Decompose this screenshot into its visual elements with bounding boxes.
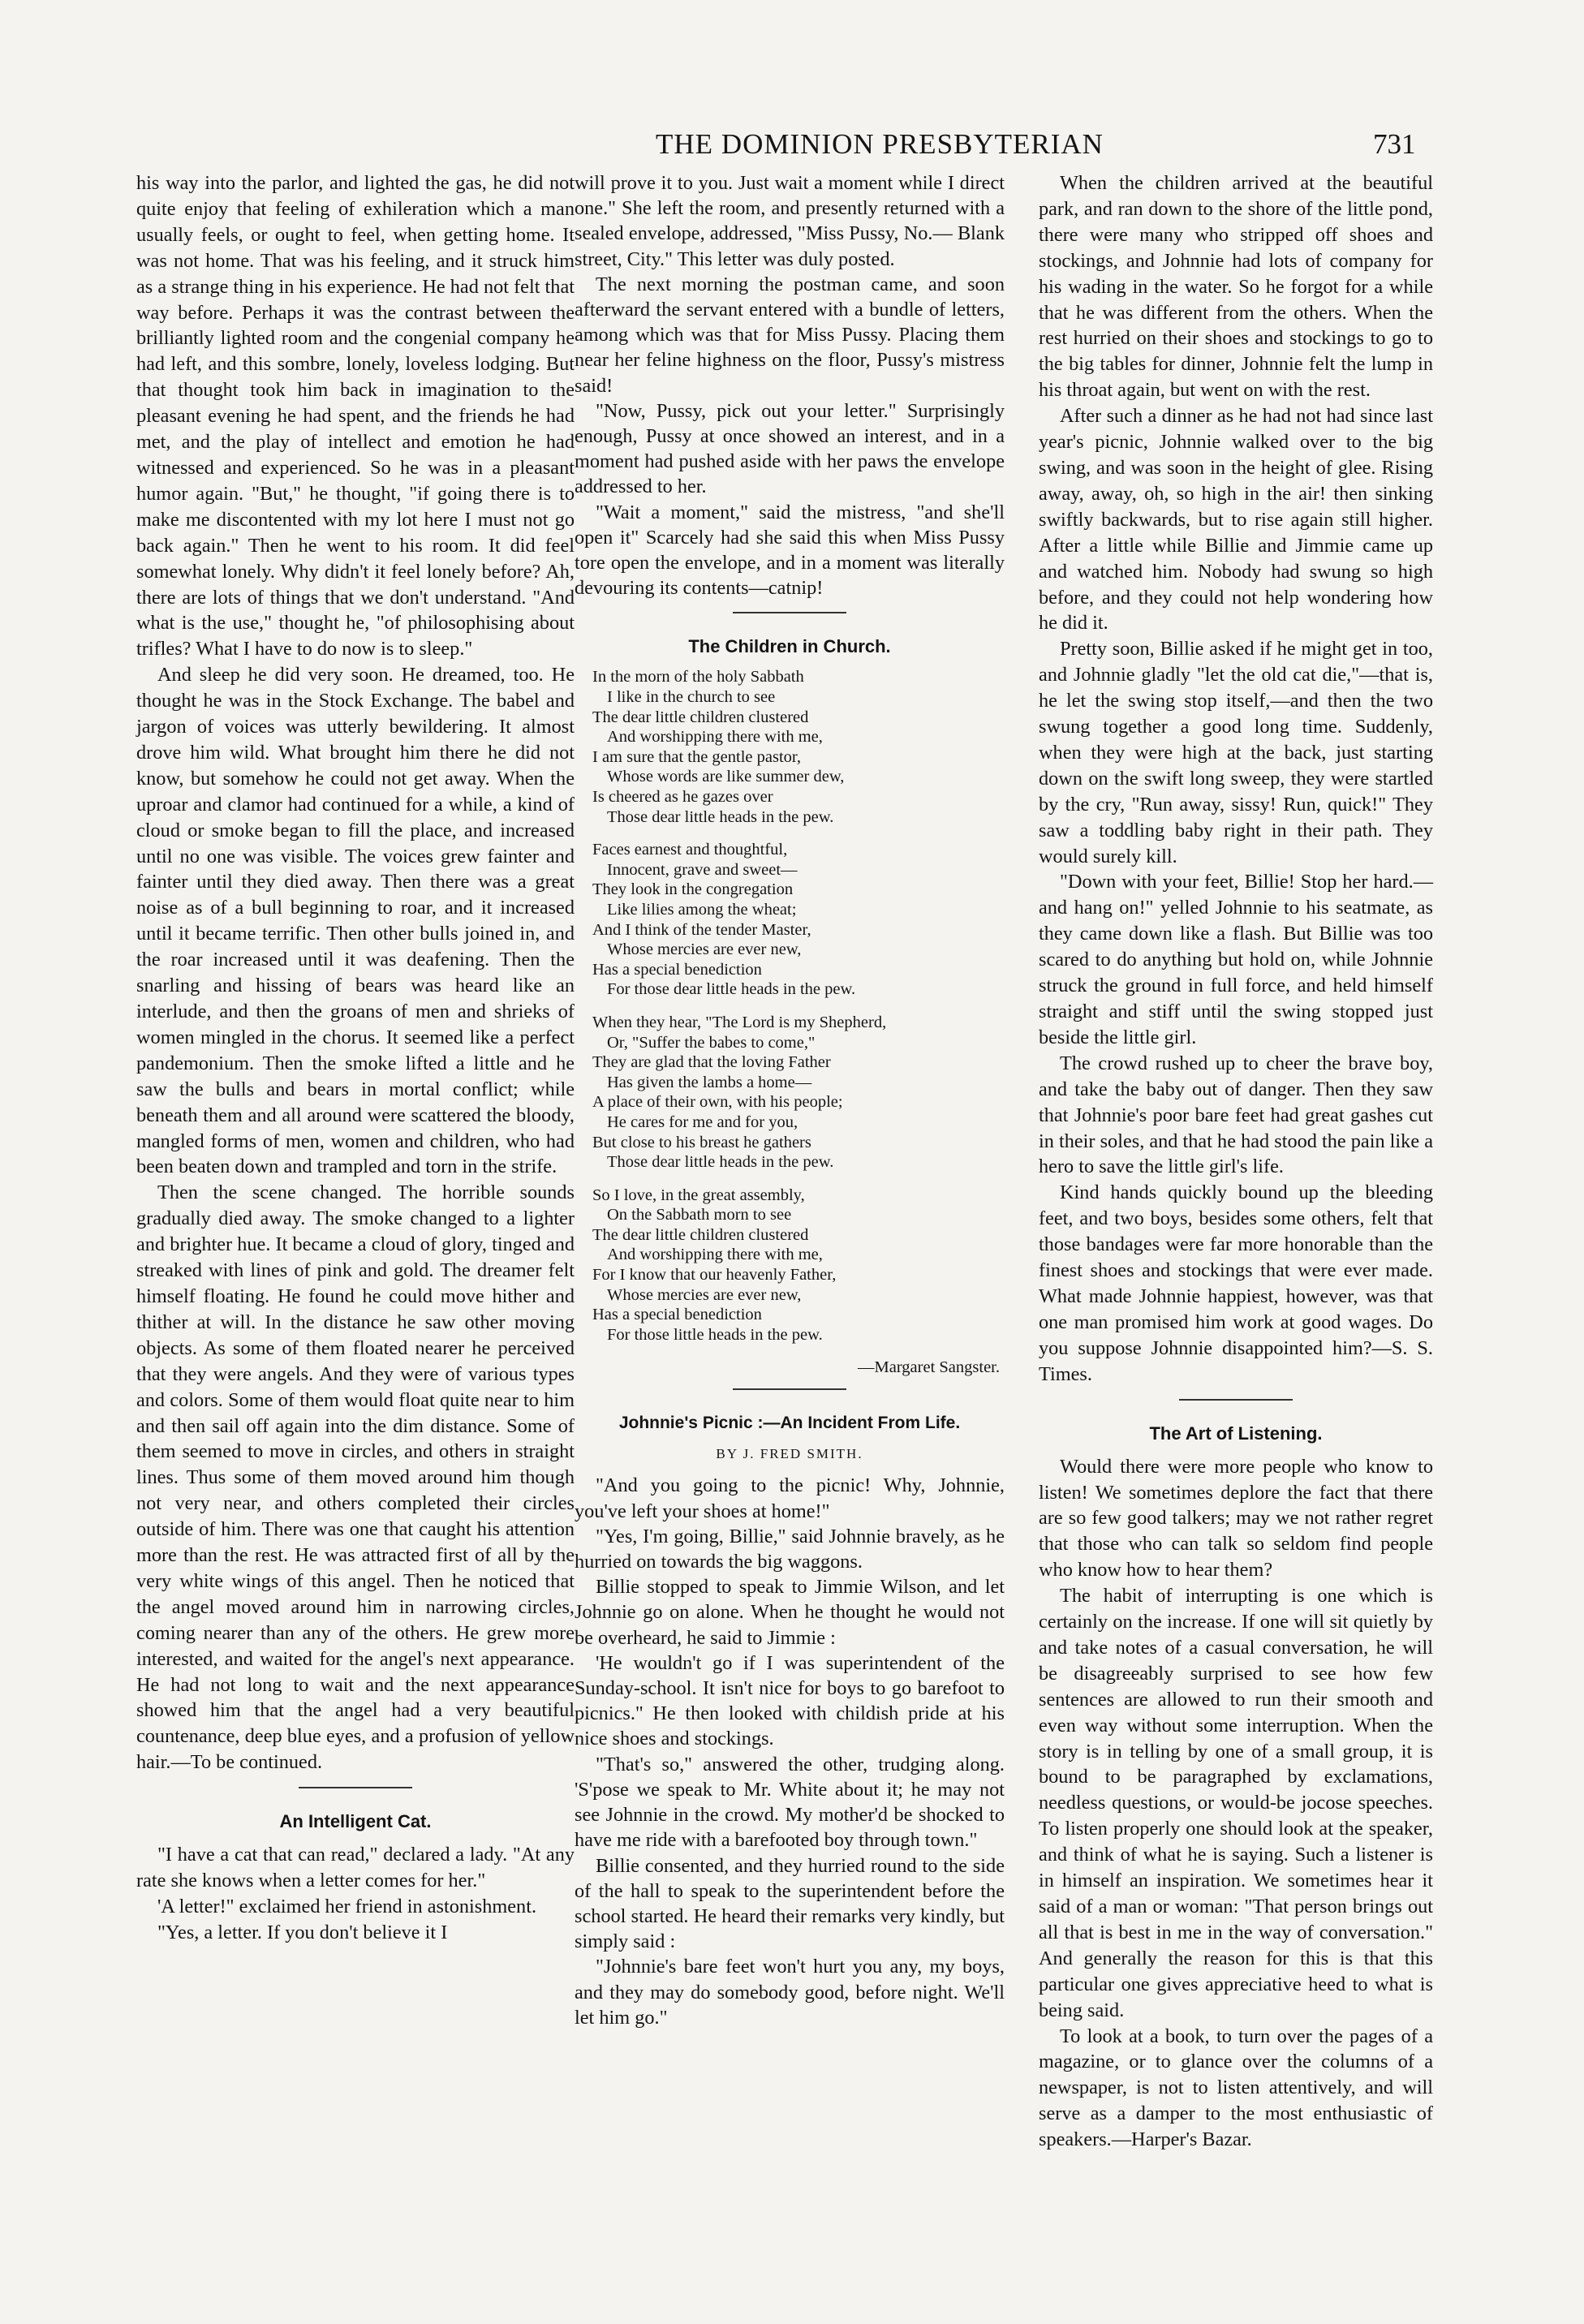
picnic-paragraph: Pretty soon, Billie asked if he might get in too, and Johnnie gladly "let the old cat die,"—that is, he let the swing stop itself,—and then the two swung together a good long time. Suddenly, when they were high at the back, just starting down on the swift long sweep, they were startled by the cry, "Run away, sissy! Run, quick!" They saw a toddling baby right in their path. They would surely kill.	[1039, 638, 1433, 867]
poem-line: A place of their own, with his people;	[592, 1093, 843, 1112]
column-1	[136, 170, 575, 1946]
listening-paragraph: The habit of interrupting is one which is certainly on the increase. If one will sit quietly by and take notes of a casual conversation, he will be disagreeably surprised to see how few sentences are allowed to run their smooth and even way without some interruption. When the story is in telling by one of a small group, it is bound to be paragraphed by exclamations, needless questions, or would-be jocose speeches. To listen properly one should look at the speaker, and think of what he is saying. Such a listener is in himself an inspiration. We sometimes hear it said of a man or woman: "That person brings out all that is best in me in the way of conversation." And generally the reason for this is that this particular one gives appreciative heed to what is being said.	[1039, 1585, 1433, 2021]
poem-line: The dear little children clustered	[592, 708, 809, 726]
story-paragraph: And sleep he did very soon. He dreamed, too. He thought he was in the Stock Exchange. The babel and jargon of voices was utterly bewildering. It almost drove him wild. What brought him there he did not know, but somehow he could not get away. When the uproar and clamor had continued for a while, a kind of cloud or smoke began to fill the place, and increased until no one was visible. The voices grew fainter and fainter until they died away. Then there was a great noise as of a bull beginning to roar, and it increased until it became terrific. Then other bulls joined in, and the roar increased until it was deafening. Then the snarling and hissing of bears was heard like an interlude, and then the groans of men and shrieks of women mingled in the chorus. It seemed like a perfect pandemonium. Then the smoke lifted a little and he saw the bulls and bears in mortal conflict; while beneath them and all around were scattered the bloody, mangled forms of men, women and children, who had been beaten down and trampled and torn in the strife.	[136, 664, 575, 1178]
picnic-paragraph: After such a dinner as he had not had since last year's picnic, Johnnie walked over to the big swing, and was soon in the height of glee. Rising away, away, oh, so high in the air! then sinking swiftly backwards, but to rise again still higher. After a little while Billie and Jimmie came up and watched him. Nobody had swung so high before, and they could not help wondering how he did it.	[1039, 405, 1433, 635]
poem-line: So I love, in the great assembly,	[592, 1186, 805, 1204]
poem-line: Innocent, grave and sweet—	[607, 860, 798, 879]
poem-line: When they hear, "The Lord is my Shepherd,	[592, 1013, 887, 1031]
poem-line: Faces earnest and thoughtful,	[592, 841, 788, 859]
page-number: 731	[1373, 128, 1416, 160]
poem-line: Those dear little heads in the pew.	[607, 1153, 834, 1172]
article-title-listening: The Art of Listening.	[1149, 1422, 1323, 1444]
poem-line: Whose mercies are ever new,	[607, 940, 802, 959]
listening-paragraph: To look at a book, to turn over the pages of a magazine, or to glance over the columns of a newspaper, is not to listen attentively, and will serve as a damper to the most enthusiastic of speakers.—Harper's Bazar.	[1039, 2025, 1433, 2151]
picnic-paragraph: "Down with your feet, Billie! Stop her hard.—and hang on!" yelled Johnnie to his seatmate, as they came down like a flash. But Billie was too scared to do anything but hold on, while Johnnie struck the ground in full force, and held himself straight and stiff until the swing stopped just beside the little girl.	[1039, 871, 1433, 1048]
poem-line: Whose mercies are ever new,	[607, 1285, 802, 1304]
poem-line: Like lilies among the wheat;	[607, 900, 797, 919]
story-paragraph: Then the scene changed. The horrible sounds gradually died away. The smoke changed to a lighter and brighter hue. It became a cloud of glory, tinged and streaked with lines of pink and gold. The dreamer felt himself floating. He found he could move hither and thither at will. In the distance he saw other moving objects. As some of them floated nearer he perceived that they were angels. And they were of various types and colors. Some of them would float quite near to him and then sail off again into the dim distance. Some of them seemed to move in circles, and others in straight lines. Thus some of them moved around him though not very near, and others completed their circles outside of him. There was one that caught his attention more than the rest. He was attracted first of all by the very white wings of this angel. Then he noticed that the angel moved around him in narrowing circles, coming nearer than any of the others. He grew more interested, and waited for the angel's next appearance. He had not long to wait and the next appearance showed him that the angel had a very beautiful countenance, deep blue eyes, and a profusion of yellow hair.—To be continued.	[136, 1181, 575, 1774]
running-header: THE DOMINION PRESBYTERIAN	[656, 128, 1104, 160]
cat-paragraph: "Yes, a letter. If you don't believe it I	[157, 1921, 448, 1943]
poem-stanza	[592, 1186, 1005, 1345]
poem-line: They look in the congregation	[592, 880, 794, 899]
poem-line: Those dear little heads in the pew.	[607, 807, 834, 826]
picnic-paragraph: "Yes, I'm going, Billie," said Johnnie bravely, as he hurried on towards the big waggons.	[575, 1525, 1005, 1573]
picnic-paragraph: Billie consented, and they hurried round to the side of the hall to speak to the superintendent before the school started. He heard their remarks very kindly, but simply said :	[575, 1854, 1005, 1953]
picnic-paragraph: Kind hands quickly bound up the bleeding feet, and two boys, besides some others, felt that those bandages were far more honorable than the finest shoes and stockings that were ever made. What made Johnnie happiest, however, was that one man promised him work at good wages. Do you suppose Johnnie disappointed him?—S. S. Times.	[1039, 1181, 1433, 1385]
poem-line: Or, "Suffer the babes to come,"	[607, 1033, 816, 1052]
poem-line: For those dear little heads in the pew.	[607, 980, 856, 999]
cat-paragraph: "Wait a moment," said the mistress, "and she'll open it" Scarcely had she said this when Miss Pussy tore open the envelope, and in a moment was literally devouring its contents—catnip!	[575, 501, 1005, 600]
section-divider	[299, 1787, 412, 1788]
poem-line: I like in the church to see	[607, 688, 776, 707]
poem-line: He cares for me and for you,	[607, 1113, 798, 1131]
poem-title: The Children in Church.	[688, 636, 891, 657]
cat-paragraph: will prove it to you. Just wait a moment while I direct one." She left the room, and presently returned with a sealed envelope, addressed, "Miss Pussy, No.— Blank street, City." This letter was duly posted.	[575, 172, 1005, 270]
poem	[575, 667, 1005, 1345]
poem-line: I am sure that the gentle pastor,	[592, 747, 802, 766]
cat-paragraph: "I have a cat that can read," declared a lady. "At any rate she knows when a letter comes for her."	[136, 1844, 575, 1892]
poem-stanza	[592, 840, 1005, 1000]
picnic-paragraph: 'He wouldn't go if I was superintendent of the Sunday-school. It isn't nice for boys to go barefoot to picnics." He then looked with childish pride at his nice shoes and stockings.	[575, 1651, 1005, 1750]
poem-line: And I think of the tender Master,	[592, 920, 811, 939]
poem-line: Is cheered as he gazes over	[592, 788, 773, 807]
poem-stanza	[592, 667, 1005, 827]
poem-line: In the morn of the holy Sabbath	[592, 668, 804, 686]
poem-line: For those little heads in the pew.	[607, 1325, 823, 1344]
poem-line: Has a special benediction	[592, 1306, 762, 1324]
section-divider	[733, 1388, 846, 1390]
poem-line: Has given the lambs a home—	[607, 1073, 812, 1091]
article-title-cat: An Intelligent Cat.	[279, 1811, 432, 1832]
poem-line: On the Sabbath morn to see	[607, 1206, 792, 1224]
column-3	[1039, 170, 1433, 2153]
listening-paragraph: Would there were more people who know to listen! We sometimes deplore the fact that there are so few good talkers; may we not rather regret that those who can talk so seldom find people who know how to hear them?	[1039, 1455, 1433, 1582]
story-paragraph: his way into the parlor, and lighted the gas, he did not quite enjoy that feeling of exhileration which a man usually feels, or ought to feel, when getting home. It was not home. That was his feeling, and it struck him as a strange thing in his experience. He had not felt that way before. Perhaps it was the contrast between the brilliantly lighted room and the congenial company he had left, and this sombre, lonely, loveless lodging. But that thought took him back in imagination to the pleasant evening he had spent, and the friends he had met, and the play of intellect and emotion he had witnessed and experienced. So he was in a pleasant humor again. "But," he thought, "if going there is to make me discontented with my lot here I must not go back again." Then he went to his room. It did feel somewhat lonely. Why didn't it feel lonely before? Ah, there are lots of things that we don't understand. "And what is the use," thought he, "of philosophising about trifles? What I have to do now is to sleep."	[136, 172, 575, 661]
poem-stanza	[592, 1013, 1005, 1173]
section-divider	[733, 612, 846, 613]
picnic-paragraph: Billie stopped to speak to Jimmie Wilson, and let Johnnie go on alone. When he thought he would not be overheard, he said to Jimmie :	[575, 1576, 1005, 1649]
picnic-paragraph: "Johnnie's bare feet won't hurt you any, my boys, and they may do somebody good, before night. We'll let him go."	[575, 1956, 1005, 2029]
poem-author: —Margaret Sangster.	[858, 1358, 1000, 1377]
picnic-paragraph: "That's so," answered the other, trudging along. 'S'pose we speak to Mr. White about it; he may not see Johnnie in the crowd. My mother'd be shocked to have me ride with a barefooted boy through town."	[575, 1753, 1005, 1852]
picnic-paragraph: The crowd rushed up to cheer the brave boy, and take the baby out of danger. Then they saw that Johnnie's poor bare feet had great gashes cut in their soles, and that he had stood the pain like a hero to save the little girl's life.	[1039, 1052, 1433, 1178]
poem-line: Whose words are like summer dew,	[607, 768, 845, 786]
picnic-paragraph: When the children arrived at the beautiful park, and ran down to the shore of the little pond, there were many who stripped off shoes and stockings, and Johnnie had lots of company for his wading in the water. So he forgot for a while that he was different from the others. When the rest hurried on their shoes and stockings to go to the big tables for dinner, Johnnie felt the lump in his throat again, but went on with the rest.	[1039, 172, 1433, 402]
poem-line: For I know that our heavenly Father,	[592, 1266, 837, 1285]
picnic-paragraph: "And you going to the picnic! Why, Johnnie, you've left your shoes at home!"	[575, 1474, 1005, 1522]
poem-line: And worshipping there with me,	[607, 728, 823, 747]
cat-paragraph: The next morning the postman came, and soon afterward the servant entered with a bundle of letters, among which was that for Miss Pussy. Placing them near her feline highness on the floor, Pussy's mistress said!	[575, 273, 1005, 397]
article-title-picnic: Johnnie's Picnic :—An Incident From Life.	[618, 1414, 961, 1433]
poem-line: They are glad that the loving Father	[592, 1053, 831, 1072]
cat-paragraph: 'A letter!" exclaimed her friend in astonishment.	[157, 1896, 537, 1917]
poem-line: But close to his breast he gathers	[592, 1133, 811, 1151]
section-divider	[1179, 1399, 1293, 1401]
article-byline: BY J. FRED SMITH.	[716, 1446, 863, 1462]
poem-line: Has a special benediction	[592, 960, 762, 979]
poem-line: The dear little children clustered	[592, 1225, 809, 1244]
poem-line: And worshipping there with me,	[607, 1246, 823, 1264]
cat-paragraph: "Now, Pussy, pick out your letter." Surprisingly enough, Pussy at once showed an interest, and in a moment had pushed aside with her paws the envelope addressed to her.	[575, 399, 1005, 498]
column-2	[575, 170, 1005, 2030]
